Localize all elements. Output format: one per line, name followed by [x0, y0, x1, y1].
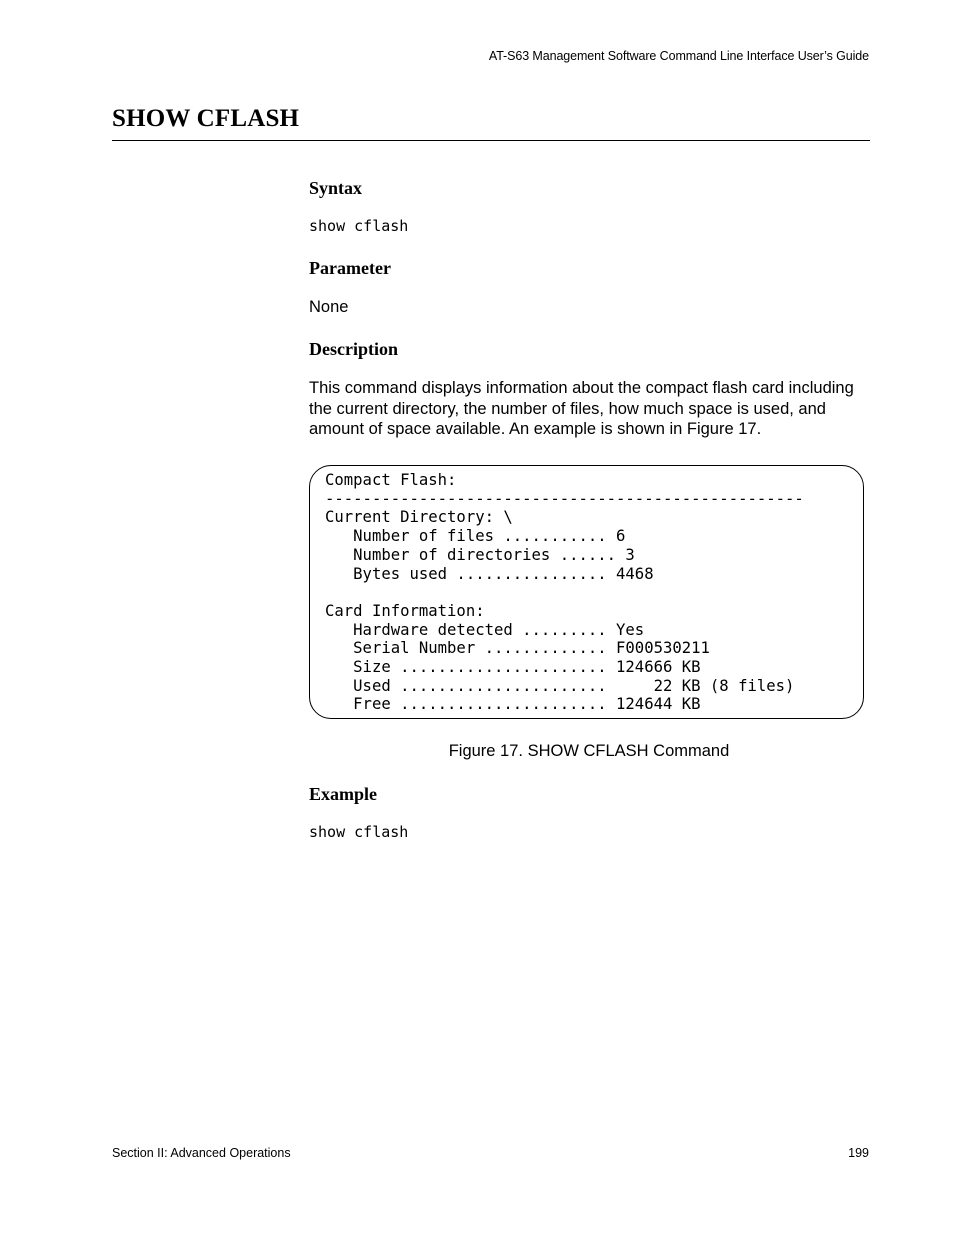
page-number: 199 [848, 1146, 869, 1160]
page-title: SHOW CFLASH [112, 105, 300, 132]
example-heading: Example [309, 784, 378, 804]
description-text: This command displays information about the compact flash card including the current directory, the number of files, how much space is used, and amount of space available. An example is shown in Figure 17. [309, 379, 854, 438]
description-heading: Description [309, 339, 398, 359]
syntax-command: show cflash [309, 217, 409, 235]
syntax-heading: Syntax [309, 178, 363, 198]
example-command: show cflash [309, 823, 409, 841]
terminal-output: Compact Flash: --------------------------------------------------- Current Directory: \ Number of files ........... 6 Number of directories ...... 3 Bytes used ................ 4468 Card Information: Hardware detected ......... Yes Serial Number ............. F000530211 Size ...................... 124666 KB Used ...................... 22 KB (8 files) Free ...................... 124644 KB [325, 471, 804, 714]
parameter-heading: Parameter [309, 258, 391, 278]
figure-caption: Figure 17. SHOW CFLASH Command [448, 742, 730, 760]
running-header: AT-S63 Management Software Command Line Interface User’s Guide [488, 49, 869, 63]
terminal-output-box [309, 465, 864, 719]
title-rule [112, 140, 870, 141]
parameter-text: None [309, 298, 349, 316]
footer-section: Section II: Advanced Operations [112, 1146, 291, 1160]
